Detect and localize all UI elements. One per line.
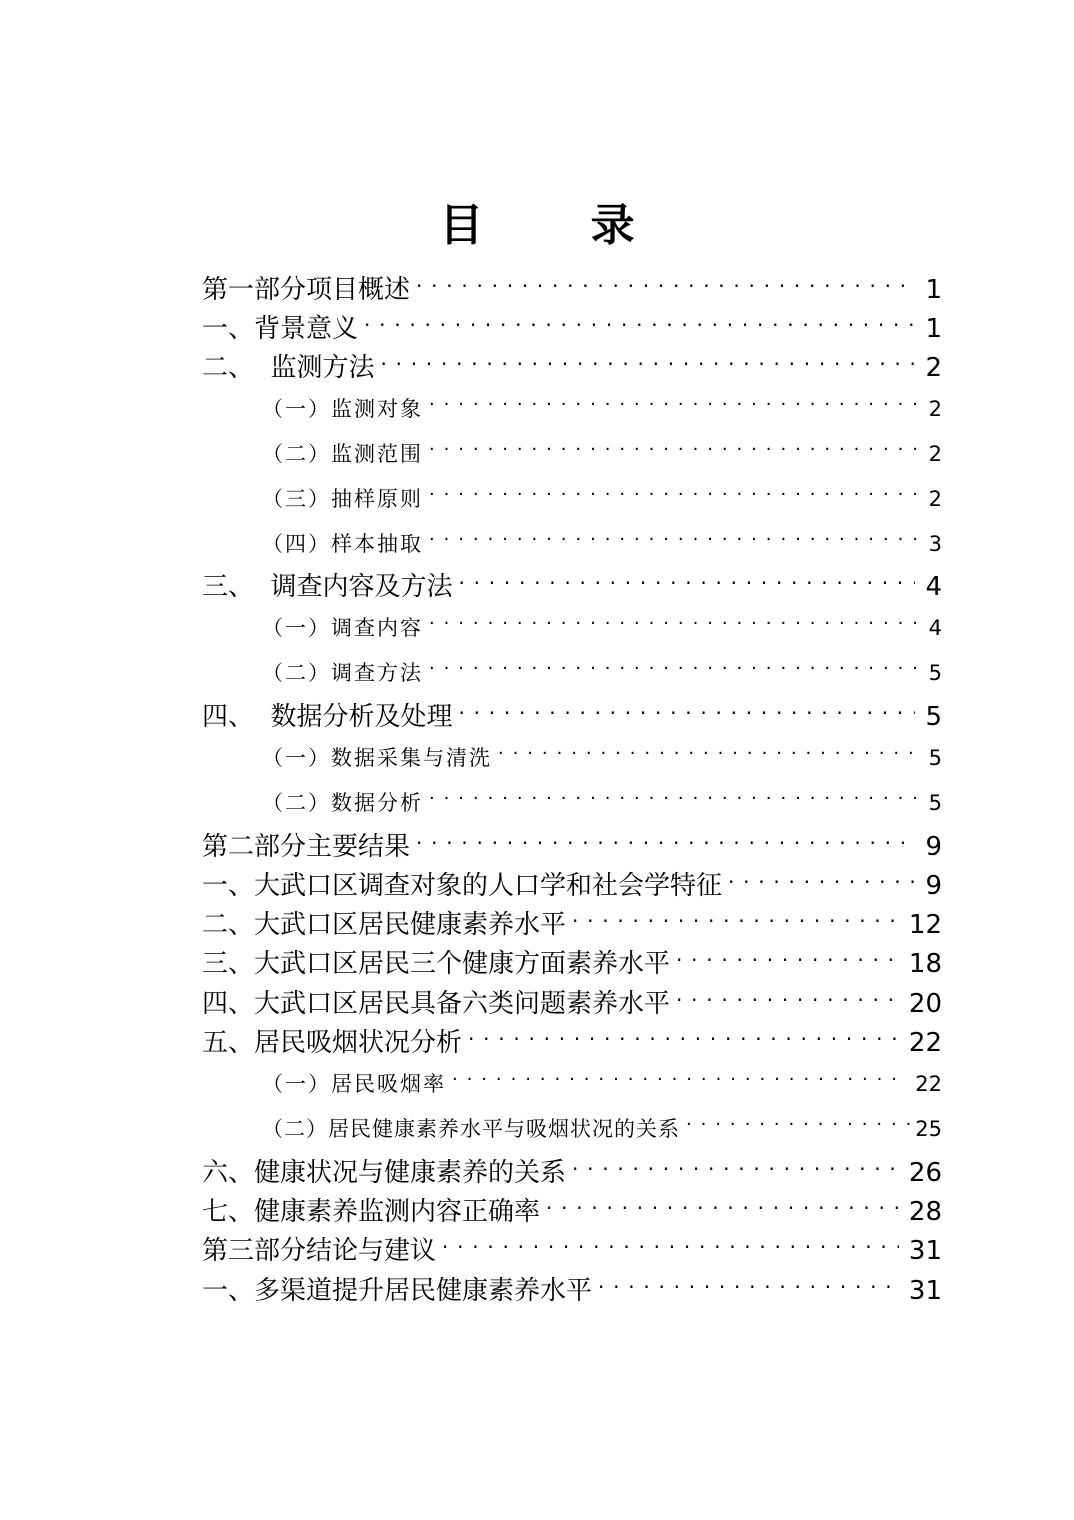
toc-entry-label: （二）调查方法 <box>262 661 423 685</box>
dot-leader <box>728 868 915 894</box>
toc-entry[interactable] <box>262 658 942 688</box>
toc-entry-label: （一）居民吸烟率 <box>262 1072 446 1096</box>
toc-entry-page: 3 <box>928 532 942 556</box>
dot-leader <box>498 744 919 765</box>
toc-entry[interactable] <box>262 439 942 469</box>
toc-entry-page: 22 <box>915 1072 942 1096</box>
toc-entry-label: 一、大武口区调查对象的人口学和社会学特征 <box>202 871 723 901</box>
dot-leader <box>429 485 919 506</box>
toc-entry-label: 七、健康素养监测内容正确率 <box>202 1197 541 1227</box>
toc-entry[interactable] <box>262 743 942 773</box>
toc-entry[interactable] <box>202 868 942 903</box>
toc-entry-label: 六、健康状况与健康素养的关系 <box>202 1158 567 1188</box>
dot-leader <box>416 272 915 298</box>
toc-entry-page: 5 <box>928 791 942 815</box>
toc-entry[interactable] <box>262 1114 942 1144</box>
toc-entry[interactable] <box>202 986 942 1021</box>
dot-leader <box>546 1194 899 1220</box>
dot-leader <box>429 440 919 461</box>
dot-leader <box>468 1025 899 1051</box>
toc-entry-label: 第二部分主要结果 <box>202 832 411 862</box>
dot-leader <box>572 907 899 933</box>
toc-entry-page: 26 <box>908 1158 942 1188</box>
toc-entry-label: 一、多渠道提升居民健康素养水平 <box>202 1276 593 1306</box>
dot-leader <box>676 986 899 1012</box>
toc-entry[interactable] <box>262 394 942 424</box>
dot-leader <box>442 1233 899 1259</box>
toc-entry-page: 20 <box>908 989 942 1019</box>
toc-entry-page: 1 <box>925 314 942 344</box>
toc-entry-page: 5 <box>925 702 942 732</box>
toc-entry-page: 2 <box>928 397 942 421</box>
toc-entry-page: 5 <box>928 746 942 770</box>
toc-entry[interactable] <box>202 829 942 864</box>
toc-entry-label: （二）监测范围 <box>262 442 423 466</box>
dot-leader <box>572 1155 899 1181</box>
toc-entry[interactable] <box>202 311 942 346</box>
toc-entry-page: 9 <box>925 832 942 862</box>
toc-entry-label: 四、大武口区居民具备六类问题素养水平 <box>202 989 671 1019</box>
toc-entry-page: 25 <box>915 1117 942 1141</box>
toc-entry-label: 第一部分项目概述 <box>202 275 411 305</box>
page-title: 目 录 <box>439 200 681 251</box>
toc-entry[interactable] <box>262 613 942 643</box>
toc-entry[interactable] <box>202 1273 942 1308</box>
toc-entry-label: 二、大武口区居民健康素养水平 <box>202 910 567 940</box>
toc-entry-page: 5 <box>928 661 942 685</box>
toc-entry[interactable] <box>202 272 942 307</box>
toc-entry[interactable] <box>202 1025 942 1060</box>
dot-leader <box>429 614 919 635</box>
dot-leader <box>364 311 915 337</box>
toc-entry-label: 三、 调查内容及方法 <box>202 572 453 602</box>
toc-entry-label: （三）抽样原则 <box>262 487 423 511</box>
toc-entry[interactable] <box>202 907 942 942</box>
toc-entry[interactable] <box>202 350 942 385</box>
dot-leader <box>686 1115 913 1136</box>
dot-leader <box>459 699 916 725</box>
dot-leader <box>429 659 919 680</box>
toc-entry[interactable] <box>202 1233 942 1268</box>
toc-entry[interactable] <box>202 699 942 734</box>
toc-entry-page: 9 <box>925 871 942 901</box>
toc-entry-label: （二）数据分析 <box>262 791 423 815</box>
toc-entry-page: 4 <box>925 572 942 602</box>
toc-entry-label: 五、居民吸烟状况分析 <box>202 1028 463 1058</box>
toc-entry-page: 18 <box>908 949 942 979</box>
toc-entry[interactable] <box>202 569 942 604</box>
toc-entry-label: （一）数据采集与清洗 <box>262 746 492 770</box>
toc-entry-page: 2 <box>925 353 942 383</box>
toc-entry-page: 31 <box>908 1236 942 1266</box>
toc-entry-page: 4 <box>928 616 942 640</box>
toc-entry[interactable] <box>262 529 942 559</box>
toc-entry-page: 12 <box>908 910 942 940</box>
dot-leader <box>416 829 915 855</box>
toc-entry-label: （四）样本抽取 <box>262 532 423 556</box>
toc-entry-page: 1 <box>925 275 942 305</box>
toc-entry-label: （一）监测对象 <box>262 397 423 421</box>
dot-leader <box>459 569 916 595</box>
toc-entry-label: 二、 监测方法 <box>202 353 375 383</box>
toc-entry[interactable] <box>202 1155 942 1190</box>
toc-entry[interactable] <box>262 1069 942 1099</box>
toc-entry[interactable] <box>202 1194 942 1229</box>
toc-entry[interactable] <box>262 788 942 818</box>
dot-leader <box>381 350 916 376</box>
toc-entry-label: （二）居民健康素养水平与吸烟状况的关系 <box>262 1117 680 1141</box>
toc-entry-label: 第三部分结论与建议 <box>202 1236 437 1266</box>
toc-entry[interactable] <box>262 484 942 514</box>
dot-leader <box>598 1273 899 1299</box>
toc-entry-label: （一）调查内容 <box>262 616 423 640</box>
toc-entry-page: 2 <box>928 487 942 511</box>
toc-entry[interactable] <box>202 946 942 981</box>
toc-entry-page: 2 <box>928 442 942 466</box>
toc-entry-page: 22 <box>908 1028 942 1058</box>
toc-entry-label: 三、大武口区居民三个健康方面素养水平 <box>202 949 671 979</box>
toc-entry-label: 四、 数据分析及处理 <box>202 702 453 732</box>
dot-leader <box>429 395 919 416</box>
dot-leader <box>452 1070 905 1091</box>
dot-leader <box>676 946 899 972</box>
dot-leader <box>429 789 919 810</box>
toc-entry-page: 28 <box>908 1197 942 1227</box>
toc-entry-page: 31 <box>908 1276 942 1306</box>
dot-leader <box>429 530 919 551</box>
toc-entry-label: 一、背景意义 <box>202 314 359 344</box>
